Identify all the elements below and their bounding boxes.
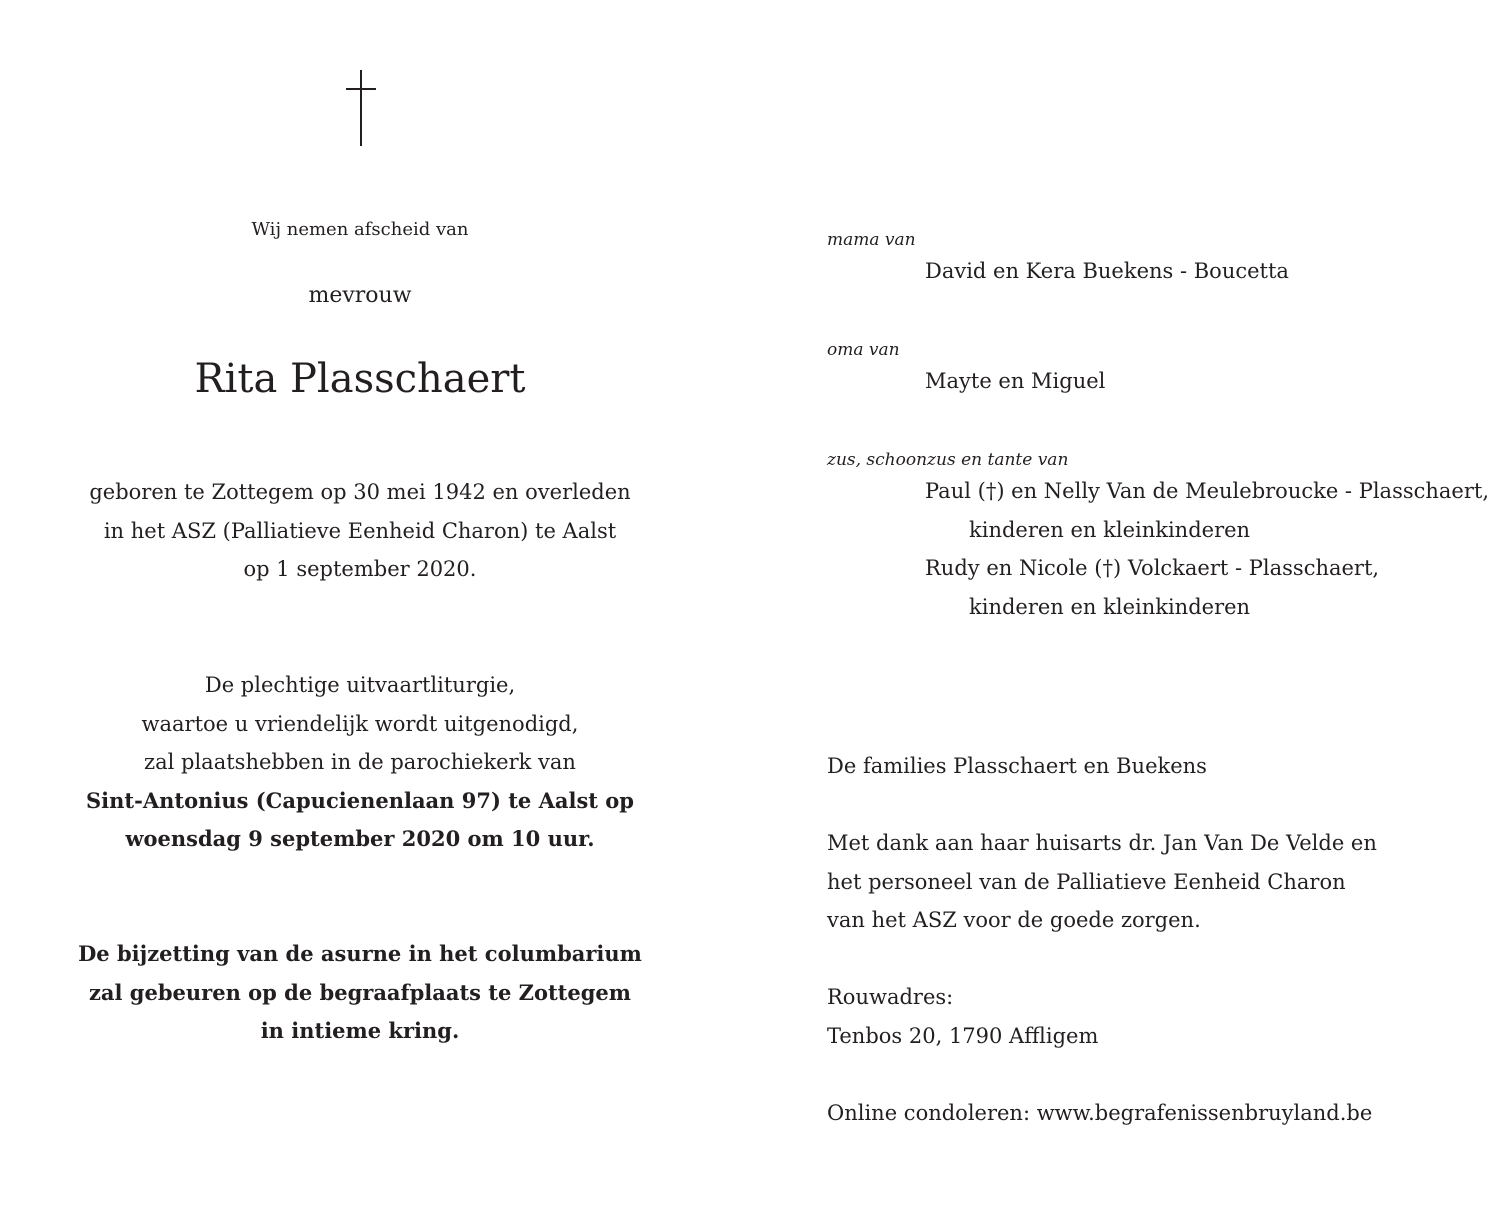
relation-line: kinderen en kleinkinderen [969, 594, 1251, 619]
liturgy-line: zal plaatshebben in de parochiekerk van [144, 750, 576, 774]
address-value: Tenbos 20, 1790 Affligem [827, 1023, 1099, 1048]
relation-label: zus, schoonzus en tante van [827, 450, 1069, 470]
relation-block-mama [827, 228, 1487, 291]
birth-line: geboren te Zottegem op 30 mei 1942 en overleden [89, 480, 631, 504]
thanks-line: Met dank aan haar huisarts dr. Jan Van De Velde en [827, 831, 1377, 855]
birth-line: in het ASZ (Palliatieve Eenheid Charon) te Aalst [103, 518, 617, 543]
address-label: Rouwadres: [827, 985, 954, 1009]
title-prefix: mevrouw [308, 283, 412, 308]
relation-line: David en Kera Buekens - Boucetta [925, 259, 1289, 283]
birth-death-info [60, 473, 660, 589]
burial-line: in intieme kring. [260, 1018, 460, 1043]
relation-line: Rudy en Nicole (†) Volckaert - Plasschaert, [925, 556, 1380, 580]
intro-text: Wij nemen afscheid van [251, 219, 469, 240]
thanks-line: van het ASZ voor de goede zorgen. [827, 908, 1201, 932]
online-condolence: Online condoleren: www.begrafenissenbruyland.be [827, 1101, 1373, 1125]
deceased-name: Rita Plasschaert [194, 356, 526, 402]
relation-names [827, 362, 1487, 401]
relation-names [827, 472, 1490, 626]
relation-label: mama van [827, 230, 916, 250]
mourning-address [827, 978, 1487, 1055]
relation-line: Paul (†) en Nelly Van de Meulebroucke - Plasschaert, [925, 479, 1490, 503]
liturgy-location: Sint-Antonius (Capucienenlaan 97) te Aalst op [86, 787, 634, 813]
thanks-text [827, 824, 1487, 940]
liturgy-line: waartoe u vriendelijk wordt uitgenodigd, [141, 711, 579, 736]
liturgy-info [60, 666, 660, 859]
birth-line: op 1 september 2020. [243, 557, 477, 581]
relation-label: oma van [827, 340, 900, 360]
burial-line: zal gebeuren op de begraafplaats te Zottegem [88, 979, 632, 1005]
relation-line: kinderen en kleinkinderen [969, 517, 1251, 542]
families-line: De families Plasschaert en Buekens [827, 754, 1207, 778]
relation-block-oma [827, 338, 1487, 401]
burial-info [60, 935, 660, 1051]
liturgy-line: De plechtige uitvaartliturgie, [204, 673, 516, 697]
relation-block-zus [827, 448, 1490, 626]
relation-line: Mayte en Miguel [925, 369, 1106, 393]
liturgy-date: woensdag 9 september 2020 om 10 uur. [125, 826, 595, 851]
burial-line: De bijzetting van de asurne in het columbarium [78, 941, 642, 966]
cross-icon [346, 70, 376, 146]
relation-names [827, 252, 1487, 291]
thanks-line: het personeel van de Palliatieve Eenheid Charon [827, 869, 1346, 894]
